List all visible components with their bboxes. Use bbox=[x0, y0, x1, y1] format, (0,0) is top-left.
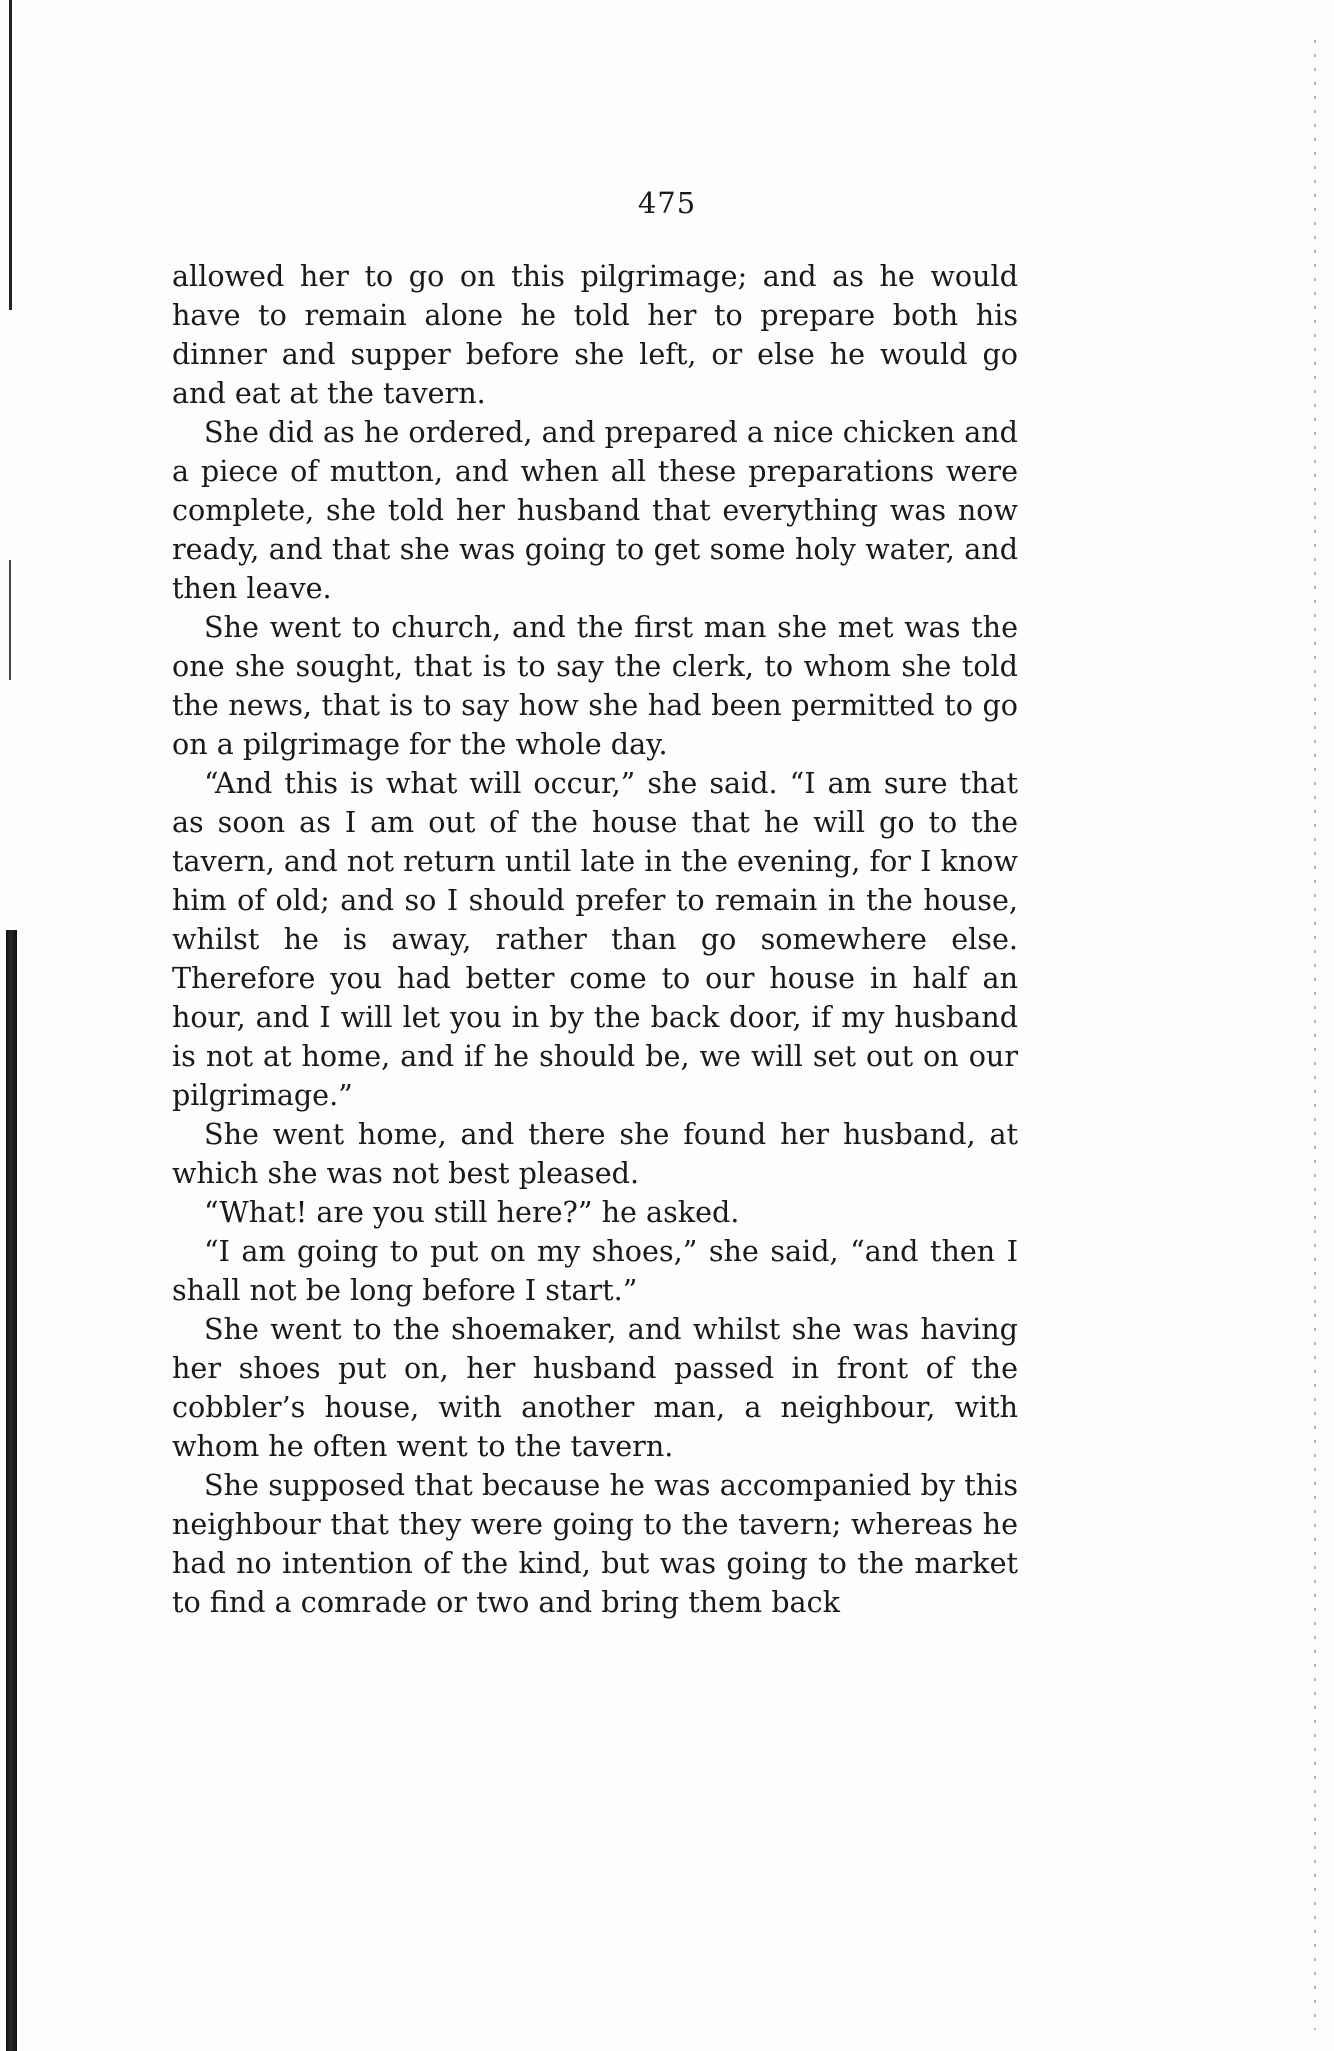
paragraph: She supposed that because he was accompanied by this neighbour that they were going to the tavern; whereas he had no intention of the kind, but was going to the market to find a comrade or two and bring them back bbox=[172, 1468, 1018, 1619]
paragraph: “And this is what will occur,” she said. “I am sure that as soon as I am out of the house that he will go to the tavern, and not return until late in the evening, for I know him of old; and so I should prefer to remain in the house, whilst he is away, rather than go somewhere else. Therefore you had better come to our house in half an hour, and I will let you in by the back door, if my husband is not at home, and if he should be, we will set out on our pilgrimage.” bbox=[172, 766, 1018, 1112]
body-text bbox=[172, 257, 1018, 1622]
page-number: 475 bbox=[637, 186, 697, 220]
page-edge-artifact bbox=[1314, 40, 1316, 2030]
binding-edge-shadow bbox=[6, 930, 17, 2051]
paragraph: She went home, and there she found her husband, at which she was not best pleased. bbox=[172, 1117, 1018, 1190]
paragraph: “What! are you still here?” he asked. bbox=[204, 1195, 740, 1229]
paragraph: She went to the shoemaker, and whilst she was having her shoes put on, her husband passed in front of the cobbler’s house, with another man, a neighbour, with whom he often went to the tavern. bbox=[172, 1312, 1018, 1463]
paragraph: She did as he ordered, and prepared a nice chicken and a piece of mutton, and when all these preparations were complete, she told her husband that everything was now ready, and that she was going to get some holy water, and then leave. bbox=[172, 415, 1018, 605]
paragraph: “I am going to put on my shoes,” she said, “and then I shall not be long before I start.” bbox=[172, 1234, 1018, 1307]
paragraph: She went to church, and the first man she met was the one she sought, that is to say the clerk, to whom she told the news, that is to say how she had been permitted to go on a pilgrimage for the whole day. bbox=[172, 610, 1018, 761]
binding-edge-shadow bbox=[9, 0, 12, 310]
binding-edge-shadow bbox=[9, 560, 11, 680]
paragraph: allowed her to go on this pilgrimage; and as he would have to remain alone he told her to prepare both his dinner and supper before she left, or else he would go and eat at the tavern. bbox=[172, 259, 1018, 410]
